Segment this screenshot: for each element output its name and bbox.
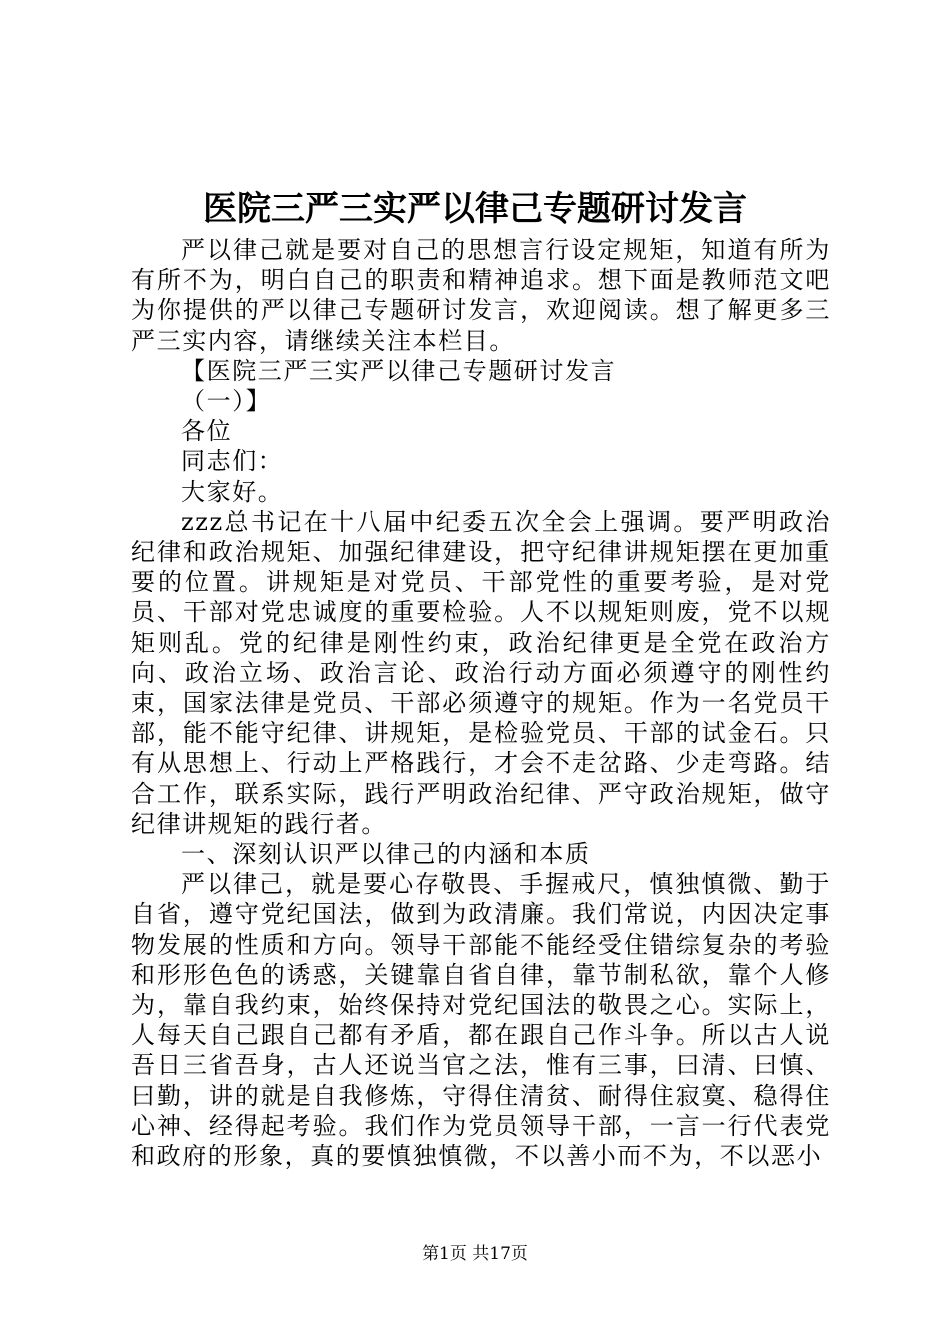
paragraph-greeting-3: 大家好。 xyxy=(181,477,284,506)
paragraph-body-2: 严以律己，就是要心存敬畏、手握戒尺，慎独慎微、勤于自省，遵守党纪国法，做到为政清廉。我们常说，内因决定事物发展的性质和方向。领导干部能不能经受住错综复杂的考验和形形色色的诱惑，关键靠自省自律，靠节制私欲，靠个人修为，靠自我约束，始终保持对党纪国法的敬畏之心。实际上，人每天自己跟自己都有矛盾，都在跟自己作斗争。所以古人说吾日三省吾身，古人还说当官之法，惟有三事，曰清、曰慎、曰勤，讲的就是自我修炼，守得住清贫、耐得住寂寞、稳得住心神、经得起考验。我们作为党员领导干部，一言一行代表党和政府的形象，真的要慎独慎微，不以善小而不为，不以恶小 xyxy=(131,870,831,1171)
paragraph-heading-bracket: 【医院三严三实严以律己专题研讨发言 xyxy=(181,356,617,385)
paragraph-greeting-1: 各位 xyxy=(181,417,233,446)
document-body xyxy=(131,235,831,1171)
paragraph-greeting-2: 同志们： xyxy=(181,447,284,476)
paragraph-body-1: zzz总书记在十八届中纪委五次全会上强调。要严明政治纪律和政治规矩、加强纪律建设，把守纪律讲规矩摆在更加重要的位置。讲规矩是对党员、干部党性的重要考验，是对党员、干部对党忠诚度的重要检验。人不以规矩则废，党不以规矩则乱。党的纪律是刚性约束，政治纪律更是全党在政治方向、政治立场、政治言论、政治行动方面必须遵守的刚性约束，国家法律是党员、干部必须遵守的规矩。作为一名党员干部，能不能守纪律、讲规矩，是检验党员、干部的试金石。只有从思想上、行动上严格践行，才会不走岔路、少走弯路。结合工作，联系实际，践行严明政治纪律、严守政治规矩，做守纪律讲规矩的践行者。 xyxy=(131,507,831,838)
paragraph-intro: 严以律己就是要对自己的思想言行设定规矩，知道有所为有所不为，明白自己的职责和精神追求。想下面是教师范文吧为你提供的严以律己专题研讨发言，欢迎阅读。想了解更多三严三实内容，请继续关注本栏目。 xyxy=(131,236,831,355)
page-footer: 第1页 共17页 xyxy=(422,1244,528,1264)
paragraph-heading-number: （一）】 xyxy=(181,387,272,416)
document-title: 医院三严三实严以律己专题研讨发言 xyxy=(203,189,747,229)
section-heading-1: 一、深刻认识严以律己的内涵和本质 xyxy=(181,840,591,869)
